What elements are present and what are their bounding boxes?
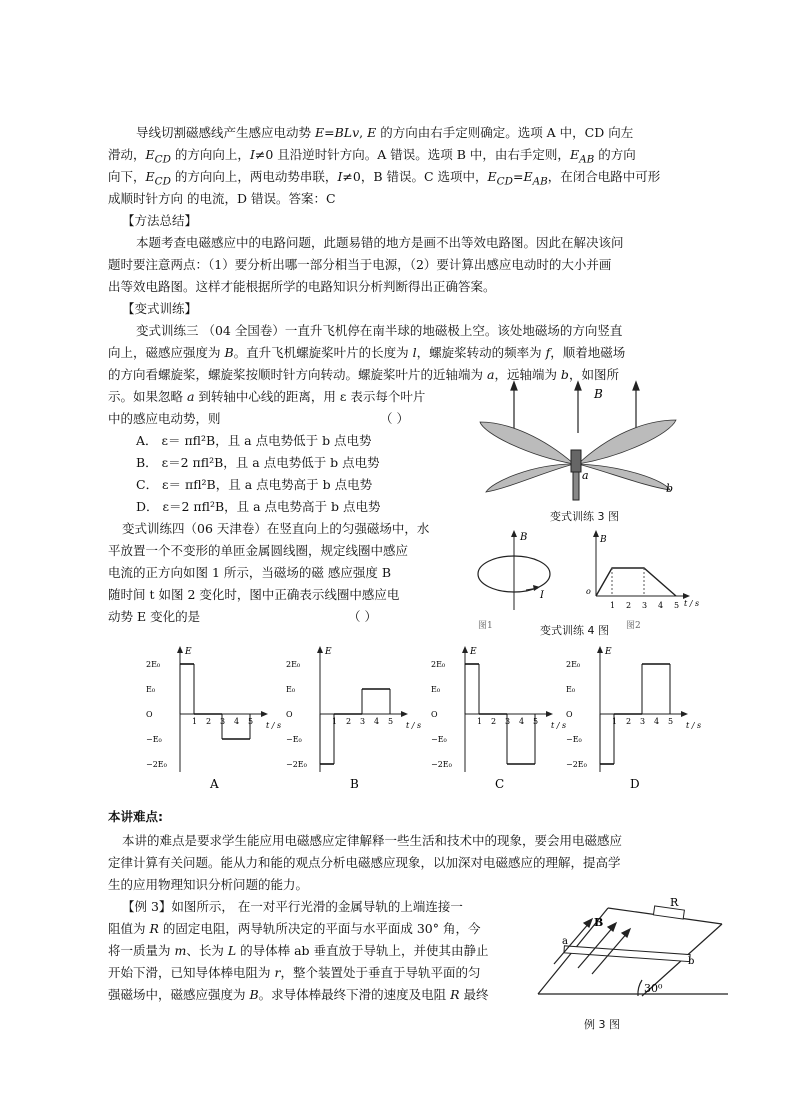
y-tick-label: 2E₀ <box>146 660 161 669</box>
axis-label-e: E <box>185 647 192 657</box>
text: ，整个装置处于垂直于导轨平面的匀 <box>280 965 481 980</box>
text: 的方向 <box>594 147 636 162</box>
label-B: B <box>600 535 607 545</box>
text: 开始下滑，已知导体棒电阻为 <box>108 965 275 980</box>
symbol: E <box>145 169 155 184</box>
arrowhead <box>462 646 468 653</box>
y-tick-label: −E₀ <box>146 735 162 744</box>
para1-line3 <box>108 170 660 189</box>
text: = <box>512 169 524 184</box>
difficulty-line1: 本讲的难点是要求学生能应用电磁感应定律解释一些生活和技术中的现象，要会用电磁感应 <box>122 833 623 848</box>
text: 的方向向上，两电动势串联， <box>170 169 338 184</box>
symbol: E <box>487 169 497 184</box>
variant3-line4 <box>108 390 425 404</box>
y-tick-label: E₀ <box>566 685 576 694</box>
y-tick-label: −E₀ <box>566 735 582 744</box>
example3-line1: 【例 3】如图所示， 在一对平行光滑的金属导轨的上端连接一 <box>122 899 463 914</box>
arrowhead <box>177 646 183 653</box>
option-graphs <box>140 642 700 792</box>
difficulty-line2: 定律计算有关问题。能从力和能的观点分析电磁感应现象，以加深对电磁感应的理解，提高学 <box>108 855 621 870</box>
x-tick-label: 5 <box>668 717 674 726</box>
field-arrowhead <box>584 919 592 927</box>
formula: E=BLv <box>314 125 360 140</box>
text: 向上，磁感应强度为 <box>108 345 225 360</box>
example3-fig-caption: 例 3 图 <box>584 1018 620 1031</box>
y-tick-label: O <box>431 710 438 719</box>
current-arrowhead <box>533 585 540 591</box>
text: 阻值为 <box>108 921 150 936</box>
y-tick-label: −2E₀ <box>566 760 587 769</box>
fig1-label: 图1 <box>478 621 493 631</box>
text: 强磁场中，磁感应强度为 <box>108 987 250 1002</box>
text: 、长为 <box>186 943 228 958</box>
answer-blank: （ ） <box>380 411 409 426</box>
text: 最终 <box>459 987 489 1002</box>
symbol: r <box>274 965 281 980</box>
method-heading: 【方法总结】 <box>122 213 198 228</box>
option-letter: C <box>495 777 505 791</box>
text: 导线切割磁感线产生感应电动势 <box>136 125 315 140</box>
tick-label: 5 <box>674 601 680 610</box>
rotor-hub <box>571 450 581 472</box>
x-tick-label: 2 <box>626 717 632 726</box>
axis-label-t: t / s <box>686 721 702 730</box>
text: , <box>359 125 368 140</box>
arrowhead <box>593 530 599 537</box>
label-B: B <box>594 916 604 929</box>
subscript: CD <box>496 175 513 188</box>
propeller-figure <box>474 378 692 506</box>
option-graph-b <box>286 646 421 791</box>
fig4-caption: 变式训练 4 图 <box>540 624 609 637</box>
variant4-line1: 变式训练四（06 天津卷）在竖直向上的匀强磁场中，水 <box>122 521 430 536</box>
arrowhead <box>261 711 268 717</box>
symbol: f <box>545 345 551 360</box>
field-arrowhead <box>633 382 639 390</box>
x-tick-label: 2 <box>491 717 497 726</box>
variant4-line3: 电流的正方向如图 1 所示，当磁场的磁 感应强度 B <box>108 565 392 580</box>
y-tick-label: −E₀ <box>431 735 447 744</box>
arrowhead <box>546 711 553 717</box>
arrowhead <box>401 711 408 717</box>
x-tick-label: 4 <box>519 717 525 726</box>
variant3-line1: 变式训练三 （04 全国卷）一直升飞机停在南半球的地磁极上空。该处地磁场的方向竖直 <box>136 323 623 338</box>
subscript: AB <box>532 175 548 188</box>
variant4-line2: 平放置一个不变形的单匝金属圆线圈，规定线圈中感应 <box>108 543 409 558</box>
x-tick-label: 5 <box>388 717 394 726</box>
x-tick-label: 1 <box>332 717 338 726</box>
para1-line1 <box>136 126 633 140</box>
rotor-shaft <box>573 472 579 500</box>
x-tick-label: 1 <box>477 717 483 726</box>
symbol: E <box>569 147 580 162</box>
para1-line4: 成顺时针方向 的电流，D 错误。答案：C <box>108 191 336 206</box>
symbol: I <box>337 169 343 184</box>
y-tick-label: 2E₀ <box>566 660 581 669</box>
tick-label: 1 <box>610 601 616 610</box>
option-d: D． ε＝2 πfl²B，且 a 点电势高于 b 点电势 <box>136 499 381 514</box>
label-B: B <box>520 532 528 543</box>
text: 向下， <box>108 169 146 184</box>
option-graph-d <box>566 646 701 791</box>
symbol: B <box>249 987 259 1002</box>
subscript: CD <box>154 175 171 188</box>
label-R: R <box>670 896 679 909</box>
symbol: E <box>523 169 533 184</box>
axis-label-e: E <box>605 647 612 657</box>
label-I: I <box>540 590 544 601</box>
label-b: b <box>666 482 674 495</box>
method-line1: 本题考查电磁感应中的电路问题，此题易错的地方是画不出等效电路图。因此在解决该问 <box>136 235 624 250</box>
text: ，在闭合电路中可形 <box>547 169 661 184</box>
y-tick-label: 2E₀ <box>286 660 301 669</box>
symbol: b <box>560 367 569 382</box>
option-b: B． ε＝2 πfl²B，且 a 点电势低于 b 点电势 <box>136 455 380 470</box>
text: 到转轴中心线的距离，用 ε 表示每个叶片 <box>194 389 426 404</box>
tick-label: 4 <box>658 601 664 610</box>
blade <box>578 420 676 464</box>
field-arrow-line <box>554 922 590 964</box>
x-tick-label: 3 <box>505 717 511 726</box>
variant4-line4: 随时间 t 如图 2 变化时，图中正确表示线圈中感应电 <box>108 587 400 602</box>
x-tick-label: 3 <box>360 717 366 726</box>
blade <box>480 422 574 464</box>
option-letter: A <box>210 777 219 791</box>
option-graph-a <box>146 646 281 791</box>
y-tick-label: E₀ <box>146 685 156 694</box>
x-tick-label: 5 <box>248 717 254 726</box>
axis-label-t: t / s <box>684 599 700 608</box>
text: 示。如果忽略 <box>108 389 187 404</box>
symbol: E <box>145 147 155 162</box>
b-t-curve <box>596 568 676 596</box>
arrowhead <box>597 646 603 653</box>
difficulty-heading: 本讲难点: <box>108 809 163 824</box>
y-tick-label: −E₀ <box>286 735 302 744</box>
text: ≠0，B 错误。C 选项中， <box>342 169 488 184</box>
text: 将一质量为 <box>108 943 175 958</box>
text: 。求导体棒最终下滑的速度及电阻 <box>258 987 451 1002</box>
x-tick-label: 1 <box>192 717 198 726</box>
subscript: CD <box>154 153 171 166</box>
resistor <box>653 906 684 919</box>
x-tick-label: 4 <box>374 717 380 726</box>
y-tick-label: 2E₀ <box>431 660 446 669</box>
axis-label-t: t / s <box>551 721 567 730</box>
x-tick-label: 1 <box>612 717 618 726</box>
option-letter: D <box>630 777 640 791</box>
answer-blank: （ ） <box>348 609 377 624</box>
example3-line2 <box>108 922 480 936</box>
variant3-line5: 中的感应电动势，则 <box>108 411 221 426</box>
symbol: R <box>149 921 159 936</box>
symbol: l <box>412 345 417 360</box>
fig2-label: 图2 <box>626 621 641 631</box>
axis-label-t: t / s <box>406 721 422 730</box>
x-tick-label: 3 <box>220 717 226 726</box>
symbol: L <box>227 943 237 958</box>
blade <box>486 464 574 492</box>
x-tick-label: 4 <box>654 717 660 726</box>
y-tick-label: O <box>286 710 293 719</box>
arrowhead <box>511 530 517 537</box>
y-tick-label: E₀ <box>431 685 441 694</box>
origin-label: o <box>586 587 591 596</box>
x-tick-label: 5 <box>533 717 539 726</box>
fig3-caption: 变式训练 3 图 <box>550 510 619 523</box>
option-c: C． ε＝ πfl²B，且 a 点电势高于 b 点电势 <box>136 477 373 492</box>
symbol: a <box>486 367 495 382</box>
text: 的方向看螺旋桨，螺旋桨按顺时针方向转动。螺旋桨叶片的近轴端为 <box>108 367 487 382</box>
text: ，如图所 <box>568 367 619 382</box>
variant-heading: 【变式训练】 <box>122 301 198 316</box>
arrowhead <box>681 711 688 717</box>
example3-line4 <box>108 966 480 980</box>
variant4-line5: 动势 E 变化的是 <box>108 609 201 624</box>
y-tick-label: O <box>566 710 573 719</box>
blade <box>578 464 670 490</box>
option-graph-c <box>431 646 566 791</box>
text: 的固定电阻，两导轨所决定的平面与水平面成 30° 角，今 <box>158 921 481 936</box>
label-B: B <box>594 387 603 401</box>
text: ，螺旋桨转动的频率为 <box>416 345 546 360</box>
symbol: E <box>367 125 377 140</box>
text: 的方向向上， <box>170 147 250 162</box>
method-line3: 出等效电路图。这样才能根据所学的电路知识分析判断得出正确答案。 <box>108 279 496 294</box>
y-tick-label: −2E₀ <box>146 760 167 769</box>
text: 。直升飞机螺旋桨叶片的长度为 <box>233 345 413 360</box>
axis-label-e: E <box>470 647 477 657</box>
x-tick-label: 3 <box>640 717 646 726</box>
conductor-rod <box>564 946 690 962</box>
symbol: I <box>249 147 255 162</box>
angle-label: 30⁰ <box>644 982 663 995</box>
text: ，顺着地磁场 <box>550 345 626 360</box>
subscript: AB <box>579 153 595 166</box>
example3-line5 <box>108 988 489 1002</box>
variant3-line2 <box>108 346 625 360</box>
axis-label-t: t / s <box>266 721 282 730</box>
y-tick-label: −2E₀ <box>286 760 307 769</box>
tick-label: 2 <box>626 601 632 610</box>
text: 的导体棒 ab 垂直放于导轨上，并使其由静止 <box>236 943 489 958</box>
label-b: b <box>688 956 695 967</box>
text: 滑动， <box>108 147 146 162</box>
option-a: A． ε＝ πfl²B，且 a 点电势低于 b 点电势 <box>136 433 372 448</box>
symbol: B <box>224 345 234 360</box>
difficulty-line3: 生的应用物理知识分析问题的能力。 <box>108 877 309 892</box>
text: 的方向由右手定则确定。选项 A 中，CD 向左 <box>376 125 634 140</box>
field-arrowhead <box>608 923 616 931</box>
option-letter: B <box>350 777 359 791</box>
label-a: a <box>582 469 589 482</box>
text: ≠0 且沿逆时针方向。A 错误。选项 B 中，由右手定则， <box>254 147 570 162</box>
y-tick-label: E₀ <box>286 685 296 694</box>
method-line2: 题时要注意两点：（1）要分析出哪一部分相当于电源，（2）要计算出感应电动时的大小并画 <box>108 257 612 272</box>
x-tick-label: 4 <box>234 717 240 726</box>
incline-rail-figure <box>534 894 730 1004</box>
symbol: R <box>450 987 460 1002</box>
label-a: a <box>562 936 568 947</box>
axis-label-e: E <box>325 647 332 657</box>
tick-label: 3 <box>642 601 648 610</box>
field-arrowhead <box>622 929 630 937</box>
example3-line3 <box>108 944 489 958</box>
x-tick-label: 2 <box>206 717 212 726</box>
field-arrowhead <box>575 382 581 390</box>
arrowhead <box>317 646 323 653</box>
text: ，远轴端为 <box>494 367 561 382</box>
para1-line2 <box>108 148 636 167</box>
x-tick-label: 2 <box>346 717 352 726</box>
symbol: m <box>174 943 187 958</box>
field-arrowhead <box>511 382 517 390</box>
symbol: a <box>186 389 195 404</box>
y-tick-label: O <box>146 710 153 719</box>
y-tick-label: −2E₀ <box>431 760 452 769</box>
